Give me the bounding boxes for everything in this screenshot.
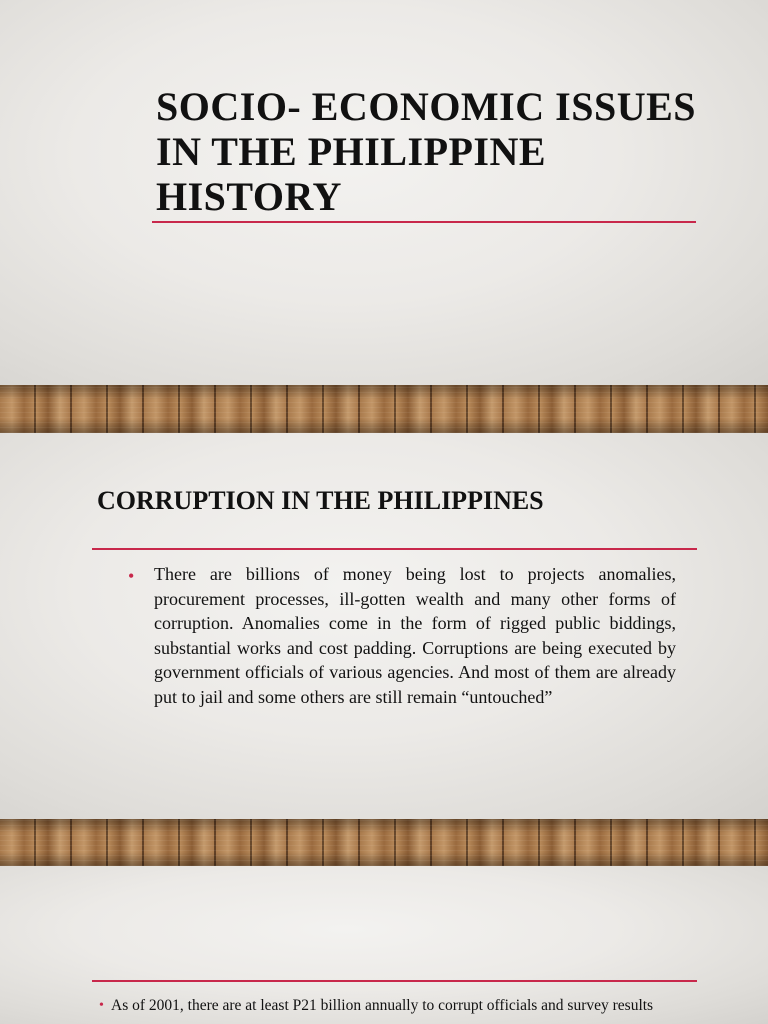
wood-divider	[0, 385, 768, 433]
bullet-item	[128, 562, 676, 709]
slide-3	[0, 866, 768, 1024]
bullet-icon: •	[99, 998, 104, 1013]
slide-1	[0, 0, 768, 385]
title-underline	[152, 221, 696, 223]
wood-divider	[0, 819, 768, 866]
bullet-text: There are billions of money being lost to projects anomalies, procurement processes, ill-gotten wealth and many other forms of corruption. Anomalies come in the form of rigged public biddings, substantial works and cost padding. Corruptions are being executed by government officials of various agencies. And most of them are already put to jail and some others are still remain “untouched”	[154, 564, 676, 707]
heading-underline	[92, 980, 697, 982]
bullet-icon: •	[128, 566, 135, 586]
heading-underline	[92, 548, 697, 550]
slide-heading: CORRUPTION IN THE PHILIPPINES	[97, 486, 544, 515]
slide-2	[0, 433, 768, 819]
bullet-item	[99, 995, 689, 1017]
bullet-text: As of 2001, there are at least P21 billion annually to corrupt officials and survey results	[111, 997, 654, 1014]
slide-title: SOCIO- ECONOMIC ISSUES IN THE PHILIPPINE HISTORY	[156, 84, 697, 219]
